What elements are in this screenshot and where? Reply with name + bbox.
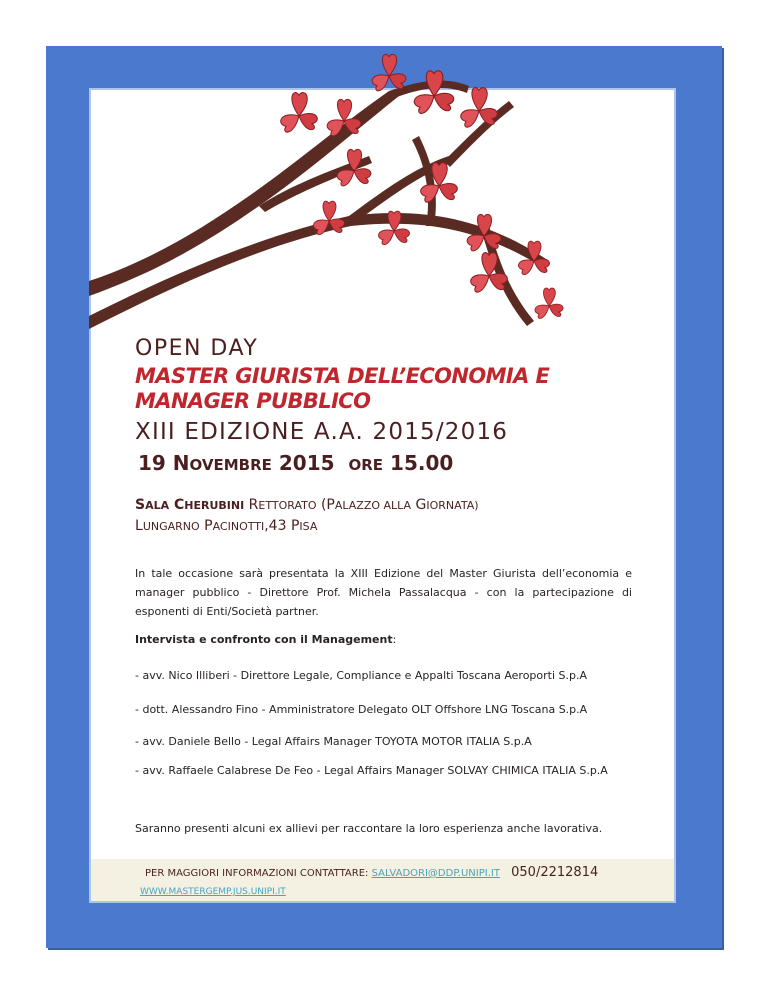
cherry-branch-illustration: [89, 46, 589, 346]
open-day-title: OPEN DAY: [135, 336, 259, 361]
speaker-item: - dott. Alessandro Fino - Amministratore Delegato OLT Offshore LNG Toscana S.p.A: [135, 703, 588, 716]
description-paragraph: In tale occasione sarà presentata la XIII Edizione del Master Giurista dell’economia e manager pubblico - Direttore Prof. Michela Passalacqua - con la partecipazione di esponenti di Enti/Società partner.: [135, 567, 632, 618]
email-link[interactable]: SALVADORI@DDP.UNIPI.IT: [371, 868, 500, 879]
venue-line-2: LUNGARNO PACINOTTI,43 PISA: [135, 518, 318, 534]
management-intro: Intervista e confronto con il Management:: [135, 633, 397, 646]
speaker-item: - avv. Daniele Bello - Legal Affairs Manager TOYOTA MOTOR ITALIA S.p.A: [135, 735, 532, 748]
event-date: 19 NOVEMBRE 2015 ORE 15.00: [138, 451, 454, 475]
info-label: PER MAGGIORI INFORMAZIONI CONTATTARE:: [145, 868, 369, 879]
website-link[interactable]: WWW.MASTERGEMP.JUS.UNIPI.IT: [140, 887, 286, 897]
speaker-item: - avv. Raffaele Calabrese De Feo - Legal Affairs Manager SOLVAY CHIMICA ITALIA S.p.A: [135, 764, 608, 777]
venue-line-1: SALA CHERUBINI RETTORATO (PALAZZO ALLA GIORNATA): [135, 497, 479, 513]
phone-number: 050/2212814: [511, 865, 599, 880]
master-title: MASTER GIURISTA DELL’ECONOMIA E MANAGER PUBBLICO: [135, 364, 550, 413]
edition-line: XIII EDIZIONE A.A. 2015/2016: [135, 419, 509, 445]
speaker-item: - avv. Nico Illiberi - Direttore Legale, Compliance e Appalti Toscana Aeroporti S.p.A: [135, 669, 588, 682]
closing-note: Saranno presenti alcuni ex allievi per raccontare la loro esperienza anche lavorativa.: [135, 822, 603, 835]
contact-line: [145, 865, 598, 880]
